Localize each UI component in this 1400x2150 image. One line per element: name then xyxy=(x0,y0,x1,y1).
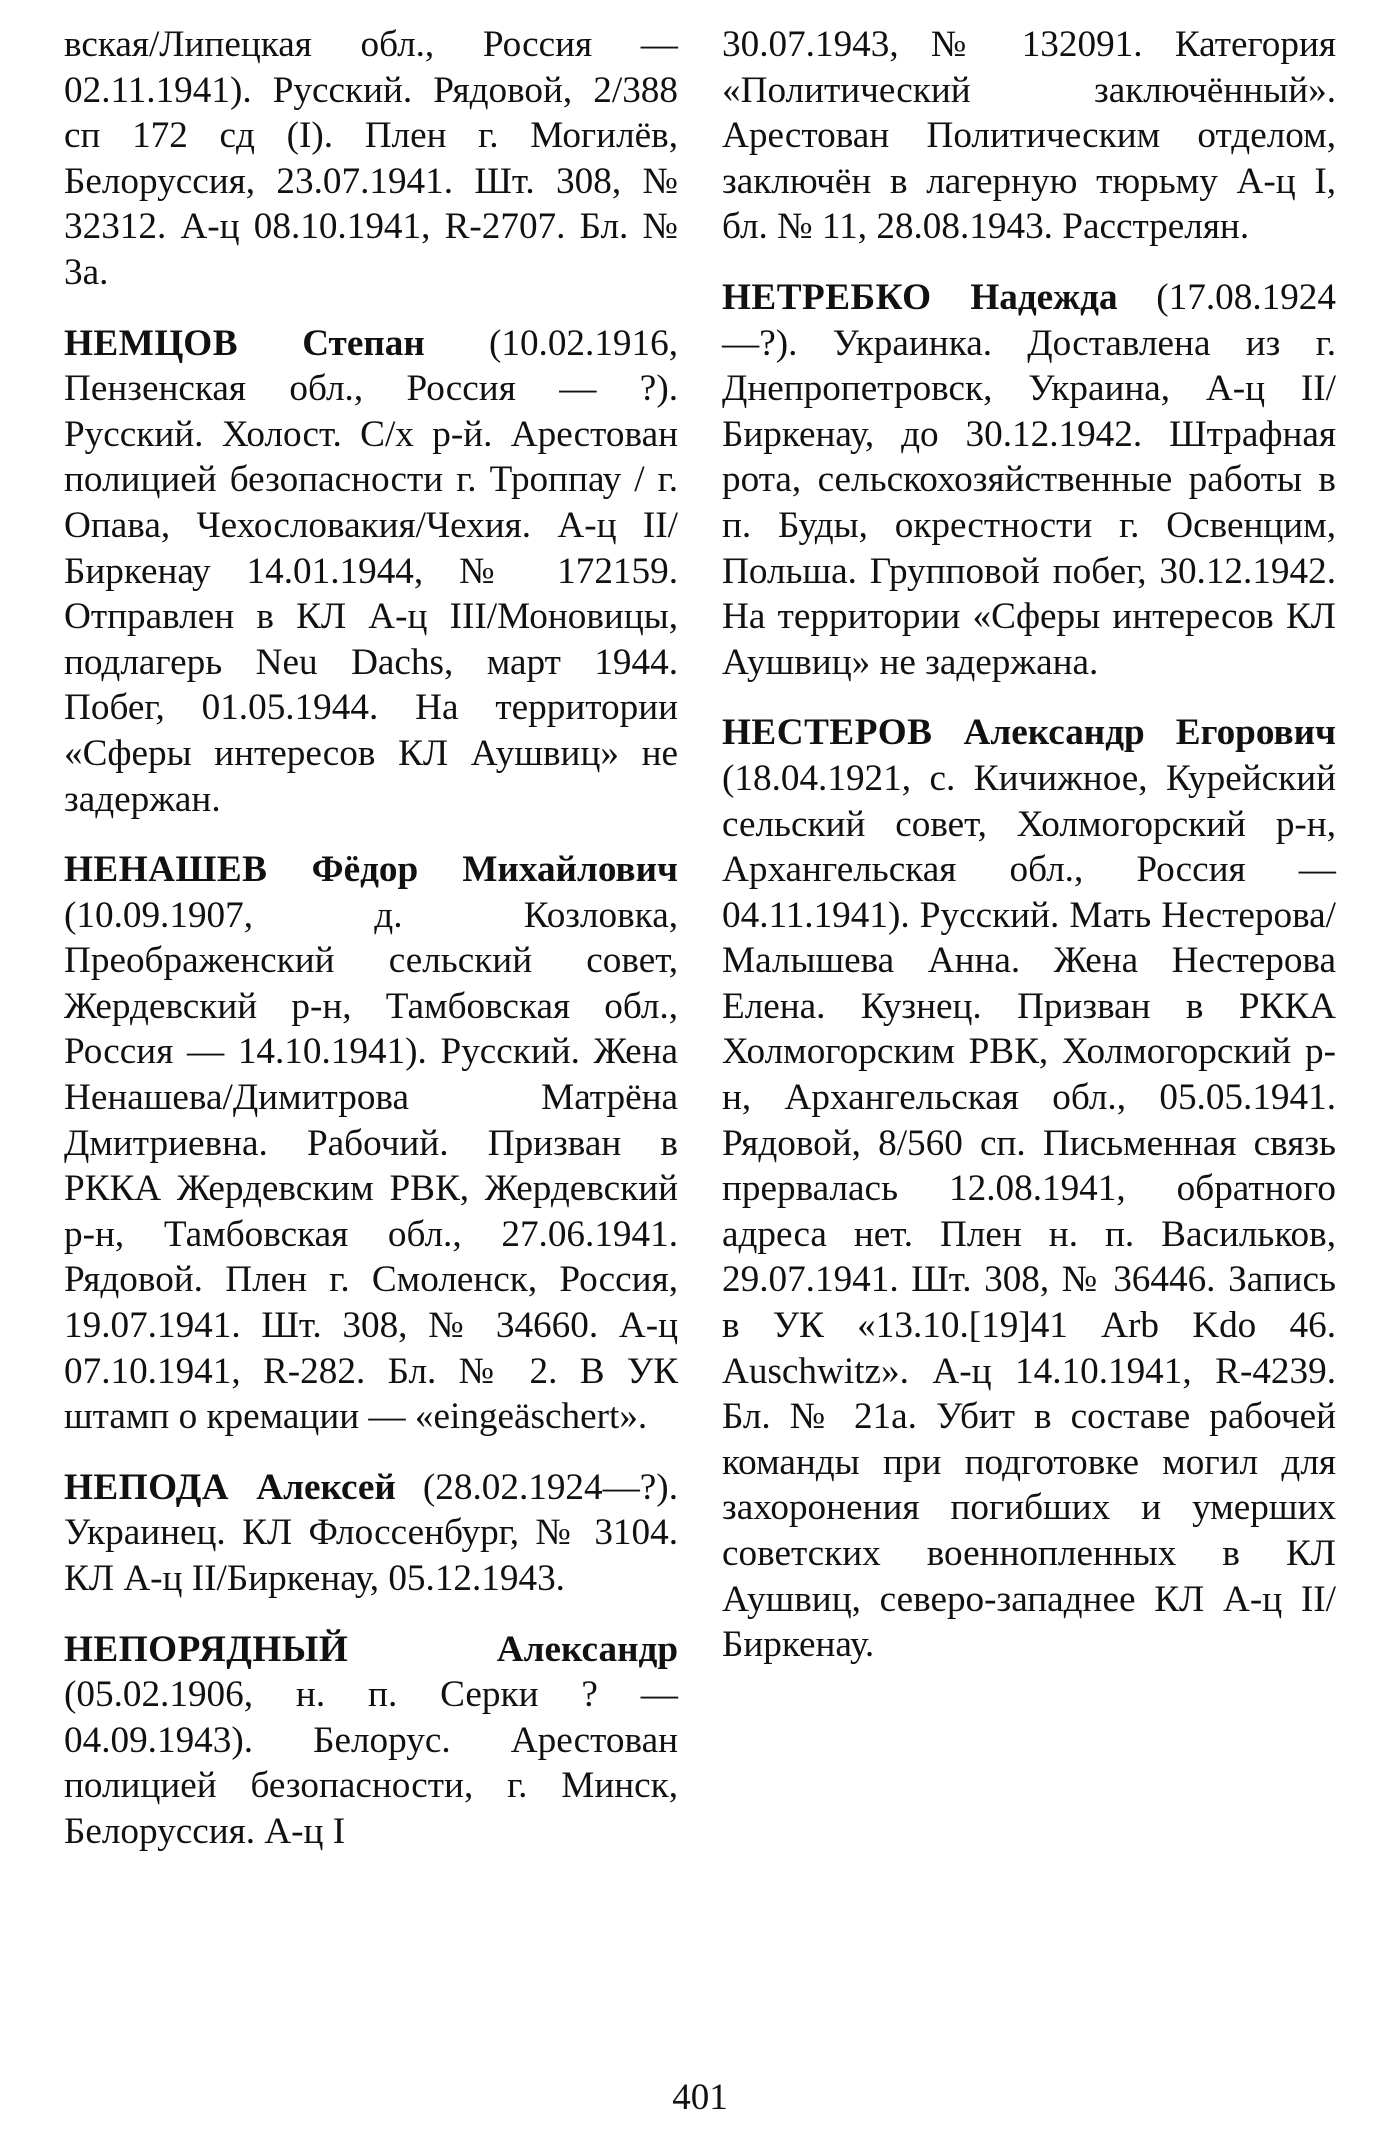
entry-text: (18.04.1921, с. Кичижное, Курейский сельский совет, Холмогорский р-н, Архангельская обл., Россия — 04.11.1941). Русский. Мать Нестерова/Малышева Анна. Жена Нестерова Елена. Кузнец. Призван в РККА Холмогорским РВК, Холмогорский р-н, Архангельская обл., 05.05.1941. Рядовой, 8/560 сп. Письменная связь прервалась 12.08.1941, обратного адреса нет. Плен н. п. Васильков, 29.07.1941. Шт. 308, № 36446. Запись в УК «13.10.[19]41 Arb Kdo 46. Auschwitz». А-ц 14.10.1941, R-4239. Бл. № 21а. Убит в составе рабочей команды при подготовке могил для захоронения погибших и умерших советских военнопленных в КЛ Аушвиц, северо-западнее КЛ А-ц II/Биркенау. xyxy=(722,757,1336,1666)
continuation-text: 30.07.1943, № 132091. Категория «Политический заключённый». Арестован Политическим отделом, заключён в лагерную тюрьму А-ц I, бл. № 11, 28.08.1943. Расстрелян. xyxy=(722,24,1336,248)
entry-surname: НЕНАШЕВ xyxy=(64,849,268,891)
biography-entry xyxy=(722,275,1336,685)
entry-surname: НЕТРЕБКО xyxy=(722,276,932,318)
entry-text: (10.02.1916, Пензенская обл., Россия — ?). Русский. Холост. С/х р-й. Арестован полицией безопасности г. Троппау / г. Опава, Чехословакия/Чехия. А-ц II/Биркенау 14.01.1944, № 172159. Отправлен в КЛ А-ц III/Моновицы, подлагерь Neu Dachs, март 1944. Побег, 01.05.1944. На территории «Сферы интересов КЛ Аушвиц» не задержан. xyxy=(64,322,678,820)
entry-surname: НЕПОРЯДНЫЙ xyxy=(64,1628,349,1670)
entry-given-name: Надежда xyxy=(970,276,1118,318)
entry-text: (17.08.1924—?). Украинка. Доставлена из г. Днепропетровск, Украина, А-ц II/Биркенау, до 30.12.1942. Штрафная рота, сельскохозяйственные работы в п. Буды, окрестности г. Освенцим, Польша. Групповой побег, 30.12.1942. На территории «Сферы интересов КЛ Аушвиц» не задержана. xyxy=(722,276,1336,683)
biography-entry xyxy=(64,1465,678,1602)
entry-surname: НЕПОДА xyxy=(64,1466,230,1508)
biography-entry xyxy=(64,321,678,823)
entry-surname: НЕМЦОВ xyxy=(64,322,238,364)
entry-text: (28.02.1924—?). Украинец. КЛ Флоссенбург, № 3104. КЛ А-ц II/Биркенау, 05.12.1943. xyxy=(64,1466,678,1599)
biography-entry xyxy=(722,710,1336,1667)
entry-text: (10.09.1907, д. Козловка, Преображенский сельский совет, Жердевский р-н, Тамбовская обл., Россия — 14.10.1941). Русский. Жена Ненашева/Димитрова Матрёна Дмитриевна. Рабочий. Призван в РККА Жердевским РВК, Жердевский р-н, Тамбовская обл., 27.06.1941. Рядовой. Плен г. Смоленск, Россия, 19.07.1941. Шт. 308, № 34660. А-ц 07.10.1941, R-282. Бл. № 2. В УК штамп о кремации — «eingeäschert». xyxy=(64,894,678,1438)
entry-given-name: Алексей xyxy=(256,1466,396,1508)
entry-given-name: Степан xyxy=(302,322,425,364)
biography-entry xyxy=(64,1627,678,1855)
left-column xyxy=(64,22,678,1880)
page-number: 401 xyxy=(672,2077,728,2118)
entry-given-name: Фёдор Михайлович xyxy=(311,849,678,891)
continuation-text: вская/Липецкая обл., Россия — 02.11.1941). Русский. Рядовой, 2/388 сп 172 сд (I). Плен г. Могилёв, Белоруссия, 23.07.1941. Шт. 308, № 32312. А-ц 08.10.1941, R-2707. Бл. № 3а. xyxy=(64,24,678,293)
entry-given-name: Александр xyxy=(496,1628,678,1670)
biography-entry xyxy=(64,847,678,1440)
entry-given-name: Александр Егорович xyxy=(963,712,1336,754)
entry-surname: НЕСТЕРОВ xyxy=(722,712,933,754)
entry-text: (05.02.1906, н. п. Серки ? — 04.09.1943). Белорус. Арестован полицией безопасности, г. Минск, Белоруссия. А-ц I xyxy=(64,1674,678,1852)
right-column xyxy=(722,22,1336,1693)
